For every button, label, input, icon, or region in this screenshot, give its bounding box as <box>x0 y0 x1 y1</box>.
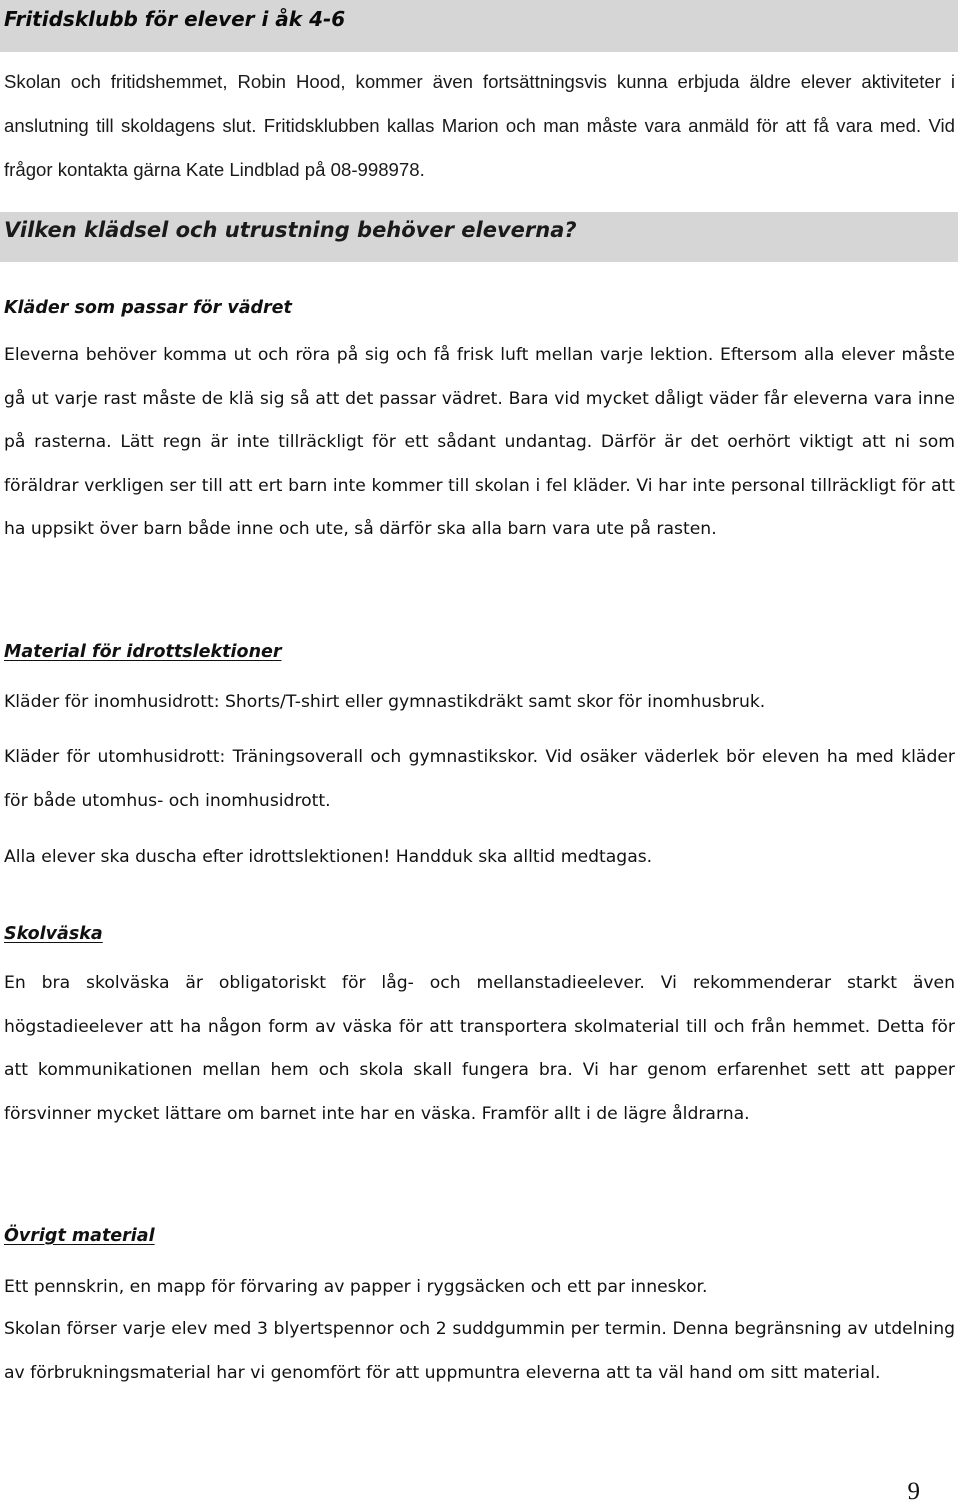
subheading-other-material: Övrigt material <box>4 1226 155 1246</box>
schoolbag-paragraph: En bra skolväska är obligatoriskt för låg- och mellanstadieelever. Vi rekommenderar starkt även högstadieelever att ha någon form av väska för att transportera skolmaterial till och från hemmet. Detta för att kommunikationen mellan hem och skola skall fungera bra. Vi har genom erfarenhet sett att papper försvinner mycket lättare om barnet inte har en väska. Framför allt i de lägre åldrarna. <box>4 973 955 1124</box>
weather-paragraph: Eleverna behöver komma ut och röra på sig och få frisk luft mellan varje lektion. Eftersom alla elever måste gå ut varje rast måste de klä sig så att det passar vädret. Bara vid mycket dåligt väder får eleverna vara inne på rasterna. Lätt regn är inte tillräckligt för ett sådant undantag. Därför är det oerhört viktigt att ni som föräldrar verkligen ser till att ert barn inte kommer till skolan i fel kläder. Vi har inte personal tillräckligt för att ha uppsikt över barn både inne och ute, så därför ska alla barn vara ute på rasten. <box>4 345 955 540</box>
other-material-items-paragraph: Ett pennskrin, en mapp för förvaring av papper i ryggsäcken och ett par inneskor. <box>4 1277 708 1297</box>
page-number: 9 <box>907 1478 920 1505</box>
section-banner-fritidsklubb <box>0 0 958 52</box>
subheading-weather-clothes: Kläder som passar för vädret <box>4 298 292 318</box>
section-title-fritidsklubb: Fritidsklubb för elever i åk 4-6 <box>4 7 346 31</box>
other-material-supplies-paragraph: Skolan förser varje elev med 3 blyertspennor och 2 suddgummin per termin. Denna begränsning av utdelning av förbrukningsmaterial har vi genomfört för att uppmuntra eleverna att ta väl hand om sitt material. <box>4 1319 955 1383</box>
section-title-kladsel: Vilken klädsel och utrustning behöver eleverna? <box>4 218 577 242</box>
subheading-schoolbag: Skolväska <box>4 924 103 944</box>
section-banner-kladsel <box>0 212 958 262</box>
sports-indoor-paragraph: Kläder för inomhusidrott: Shorts/T-shirt eller gymnastikdräkt samt skor för inomhusbruk. <box>4 692 766 712</box>
subheading-sports-material: Material för idrottslektioner <box>4 642 282 662</box>
sports-shower-paragraph: Alla elever ska duscha efter idrottslektionen! Handduk ska alltid medtagas. <box>4 847 653 867</box>
intro-paragraph: Skolan och fritidshemmet, Robin Hood, kommer även fortsättningsvis kunna erbjuda äldre elever aktiviteter i anslutning till skoldagens slut. Fritidsklubben kallas Marion och man måste vara anmäld för att få vara med. Vid frågor kontakta gärna Kate Lindblad på 08-998978. <box>4 71 955 180</box>
sports-outdoor-paragraph: Kläder för utomhusidrott: Träningsoverall och gymnastikskor. Vid osäker väderlek bör eleven ha med kläder för både utomhus- och inomhusidrott. <box>4 747 955 811</box>
